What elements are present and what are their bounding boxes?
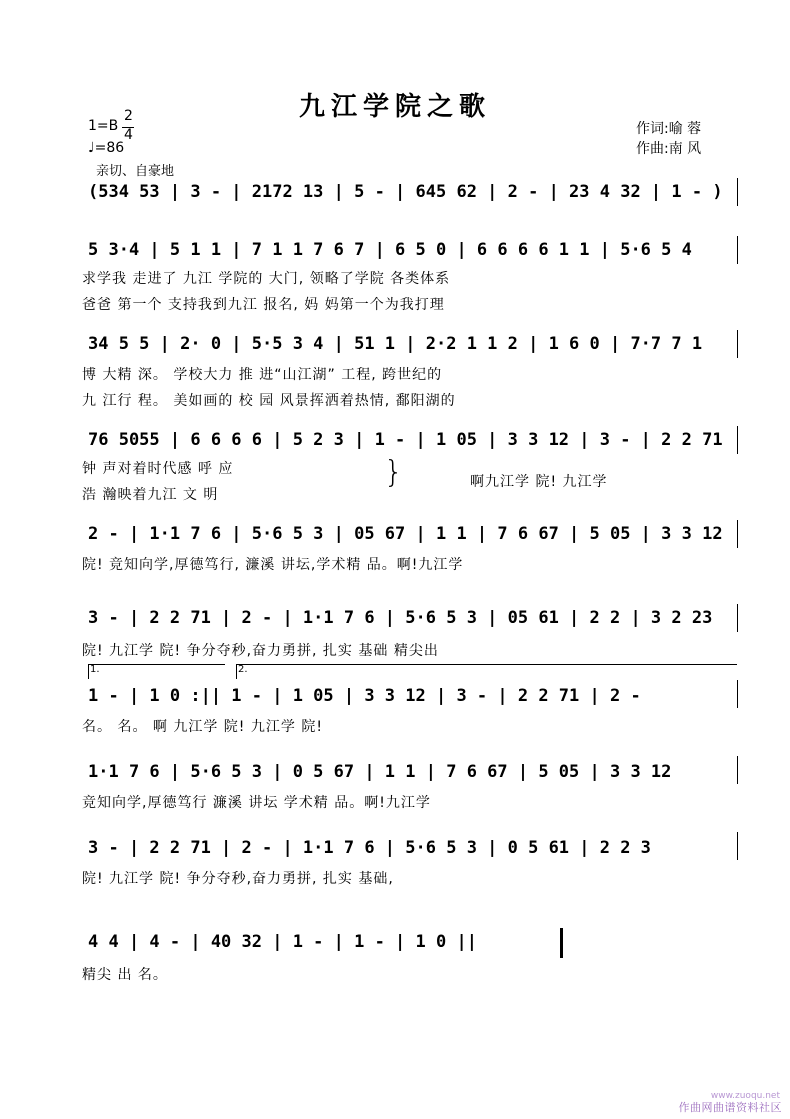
score-system-4-notes: 76 5055 | 6 6 6 6 | 5 2 3 | 1 - | 1 05 | 3 3 12 | 3 - | 2 2 71 [88, 430, 723, 450]
verse-brace: } [384, 455, 404, 490]
watermark-text: 作曲网曲谱资料社区 [678, 1101, 782, 1114]
time-signature-bottom: 4 [124, 127, 133, 143]
barline [737, 756, 738, 784]
score-system-7-notes: 1 - | 1 0 :|| 1 - | 1 05 | 3 3 12 | 3 - | 2 2 71 | 2 - [88, 686, 641, 706]
lyric-verse-2-line: 九 江行 程。 美如画的 校 园 风景挥洒着热情, 鄱阳湖的 [82, 393, 456, 409]
watermark-url: www.zuoqu.net [710, 1091, 780, 1101]
lyricist-credit: 作词:喻 蓉 [636, 121, 702, 137]
barline [737, 832, 738, 860]
lyric-line: 精尖 出 名。 [82, 967, 168, 983]
lyric-verse-2-line: 浩 瀚映着九江 文 明 [82, 487, 219, 503]
score-system-8-notes: 1·1 7 6 | 5·6 5 3 | 0 5 67 | 1 1 | 7 6 67 | 5 05 | 3 3 12 [88, 762, 672, 782]
first-ending-label: 1. [90, 664, 100, 675]
barline [737, 236, 738, 264]
score-system-2-notes: 5 3·4 | 5 1 1 | 7 1 1 7 6 7 | 6 5 0 | 6 6 6 6 1 1 | 5·6 5 4 [88, 240, 692, 260]
barline [737, 330, 738, 358]
barline [737, 178, 738, 206]
barline [737, 604, 738, 632]
first-ending-bracket [88, 664, 225, 679]
score-system-6-notes: 3 - | 2 2 71 | 2 - | 1·1 7 6 | 5·6 5 3 | 05 61 | 2 2 | 3 2 23 [88, 608, 713, 628]
lyric-verse-1-line: 钟 声对着时代感 呼 应 [82, 461, 234, 477]
second-ending-label: 2. [238, 664, 248, 675]
lyric-line: 院! 九江学 院! 争分夺秒,奋力勇拼, 扎实 基础, [82, 871, 394, 887]
lyric-verse-1-line: 求学我 走进了 九江 学院的 大门, 领略了学院 各类体系 [82, 271, 451, 287]
lyric-line: 院! 竞知向学,厚德笃行, 濂溪 讲坛,学术精 品。啊!九江学 [82, 557, 464, 573]
lyric-verse-2-line: 爸爸 第一个 支持我到九江 报名, 妈 妈第一个为我打理 [82, 297, 445, 313]
score-system-10-notes: 4 4 | 4 - | 40 32 | 1 - | 1 - | 1 0 || [88, 932, 477, 952]
lyric-line: 名。 名。 啊 九江学 院! 九江学 院! [82, 719, 323, 735]
time-signature-top: 2 [124, 108, 133, 124]
second-ending-bracket [236, 664, 737, 679]
lyric-verse-1-line: 博 大精 深。 学校大力 推 进“山江湖” 工程, 跨世纪的 [82, 367, 443, 383]
score-system-5-notes: 2 - | 1·1 7 6 | 5·6 5 3 | 05 67 | 1 1 | 7 6 67 | 5 05 | 3 3 12 [88, 524, 723, 544]
tempo-marking: ♩=86 [88, 140, 125, 156]
barline [737, 520, 738, 548]
score-system-1-notes: (534 53 | 3 - | 2172 13 | 5 - | 645 62 | 2 - | 23 4 32 | 1 - ) [88, 182, 723, 202]
expression-marking: 亲切、自豪地 [96, 164, 175, 179]
score-system-9-notes: 3 - | 2 2 71 | 2 - | 1·1 7 6 | 5·6 5 3 | 0 5 61 | 2 2 3 [88, 838, 651, 858]
barline [737, 680, 738, 708]
final-barline [560, 928, 563, 958]
score-system-3-notes: 34 5 5 | 2· 0 | 5·5 3 4 | 51 1 | 2·2 1 1 2 | 1 6 0 | 7·7 7 1 [88, 334, 703, 354]
song-title: 九江学院之歌 [298, 92, 491, 122]
barline [737, 426, 738, 454]
key-signature: 1=B [88, 118, 119, 134]
lyric-chorus-line: 啊九江学 院! 九江学 [470, 474, 608, 490]
lyric-line: 院! 九江学 院! 争分夺秒,奋力勇拼, 扎实 基础 精尖出 [82, 643, 439, 659]
lyric-line: 竞知向学,厚德笃行 濂溪 讲坛 学术精 品。啊!九江学 [82, 795, 431, 811]
composer-credit: 作曲:南 风 [636, 141, 702, 157]
